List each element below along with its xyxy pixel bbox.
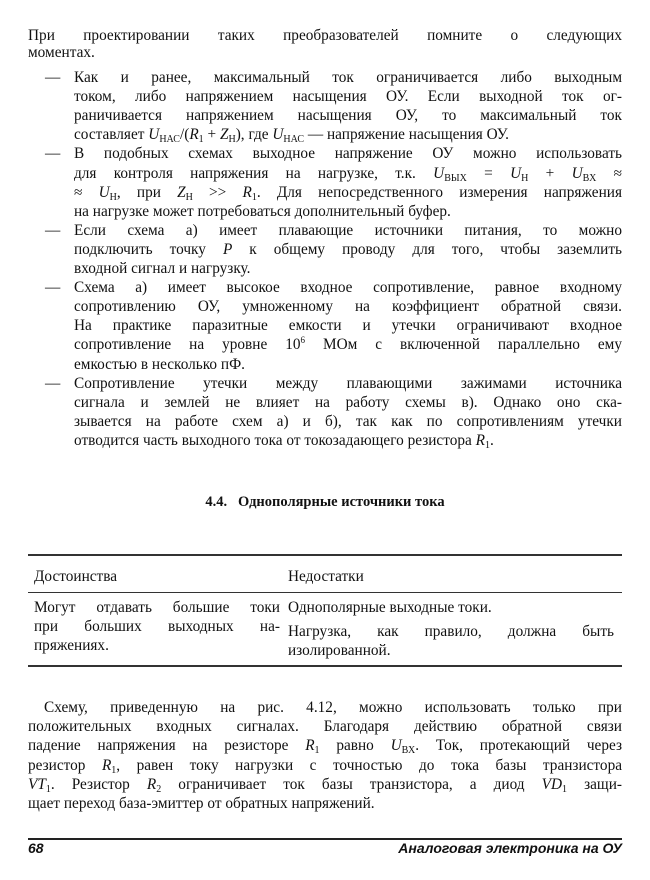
math-symbol: U bbox=[571, 164, 583, 182]
advantage-line: пряжениях. bbox=[34, 637, 109, 654]
text-line bbox=[74, 297, 622, 316]
text-run: током, либо напряжением насыщения ОУ. Если выходной ток ог- bbox=[74, 88, 622, 106]
intro-line: При проектировании таких преобразователей помните о следующих bbox=[28, 27, 622, 44]
text-run: сопротивление на уровне 10 bbox=[74, 336, 301, 354]
text-line bbox=[28, 756, 622, 775]
text-line bbox=[74, 183, 622, 202]
text-run: резистор bbox=[28, 756, 102, 774]
subscript: 2 bbox=[156, 783, 162, 795]
text-line bbox=[74, 259, 622, 278]
disadvantage-line: Нагрузка, как правило, должна быть bbox=[288, 623, 614, 640]
text-line bbox=[44, 698, 622, 717]
math-symbol: R bbox=[101, 756, 112, 774]
bullet-dash: — bbox=[45, 221, 61, 239]
text-run: положительных входных сигналах. Благодаря действию обратной связи bbox=[28, 718, 622, 736]
intro-line: моментах. bbox=[28, 44, 95, 61]
subscript: ВХ bbox=[582, 172, 597, 184]
bullet-dash: — bbox=[45, 69, 61, 86]
math-symbol: R bbox=[146, 775, 157, 793]
bullet-dash: — bbox=[45, 279, 61, 297]
page-number: 68 bbox=[28, 840, 44, 856]
text-line bbox=[74, 240, 622, 259]
subscript: 1 bbox=[111, 764, 117, 776]
subscript: 1 bbox=[251, 191, 257, 203]
text-run: >> bbox=[192, 183, 243, 201]
advantage-line: при больших выходных на- bbox=[34, 618, 280, 635]
text-line bbox=[28, 794, 622, 813]
subscript: Н bbox=[228, 134, 236, 146]
text-line bbox=[74, 316, 622, 335]
text-run: На практике паразитные емкости и утечки ограничивают входное bbox=[74, 317, 622, 335]
math-symbol: U bbox=[433, 164, 445, 182]
text-line bbox=[74, 144, 622, 163]
math-symbol: U bbox=[272, 126, 284, 144]
section-title: Однополярные источники тока bbox=[238, 494, 445, 510]
text-run: = bbox=[466, 164, 511, 182]
text-run: равно bbox=[319, 737, 391, 755]
table-bottom-rule bbox=[28, 665, 622, 667]
text-run: . Для непосредственного измерения напряжения bbox=[256, 183, 622, 201]
text-run: ограничивает ток базы транзистора, а диод bbox=[161, 775, 542, 793]
text-run: Если схема а) имеет плавающие источники питания, то можно bbox=[74, 221, 622, 239]
text-line bbox=[74, 431, 622, 450]
disadvantage-line: изолированной. bbox=[288, 642, 391, 659]
text-line bbox=[74, 412, 622, 431]
text-run: ≈ bbox=[74, 183, 99, 201]
text-line bbox=[74, 393, 622, 412]
text-run: + bbox=[203, 126, 220, 144]
text-run: для контроля напряжения на нагрузке, т.к. bbox=[74, 164, 434, 182]
math-symbol: R bbox=[242, 183, 252, 201]
text-run: Сопротивление утечки между плавающими зажимами источника bbox=[74, 374, 622, 392]
text-run: щает переход база-эмиттер от обратных напряжений. bbox=[28, 795, 375, 812]
subscript: 1 bbox=[45, 783, 51, 795]
text-line bbox=[74, 221, 622, 240]
math-symbol: U bbox=[98, 183, 110, 201]
subscript: 1 bbox=[314, 745, 320, 757]
text-line bbox=[74, 68, 622, 87]
text-line bbox=[74, 335, 622, 354]
table-header-rule bbox=[28, 592, 622, 593]
subscript: НАС bbox=[283, 134, 305, 146]
table-header-disadvantages: Недостатки bbox=[288, 568, 364, 585]
subscript: ВЫХ bbox=[444, 172, 467, 184]
math-symbol: U bbox=[148, 126, 160, 144]
table-top-rule bbox=[28, 554, 622, 556]
text-run: на нагрузке может потребоваться дополнительный буфер. bbox=[74, 202, 451, 220]
text-line bbox=[74, 164, 622, 183]
text-run: раничивается напряжением насыщения ОУ, то максимальный ток bbox=[74, 107, 622, 125]
superscript: 6 bbox=[300, 335, 306, 346]
bullet-dash: — bbox=[45, 145, 61, 163]
text-run: — напряжение насыщения ОУ. bbox=[304, 126, 509, 144]
text-run: составляет bbox=[74, 126, 149, 144]
math-symbol: Z bbox=[177, 183, 186, 201]
running-title: Аналоговая электроника на ОУ bbox=[398, 840, 622, 856]
text-run: сигнала и землей не влияет на работу схемы в). Однако оно ска- bbox=[74, 393, 622, 411]
subscript: 1 bbox=[484, 439, 490, 451]
text-run: В подобных схемах выходное напряжение ОУ можно использовать bbox=[74, 145, 622, 163]
text-line bbox=[28, 736, 622, 755]
text-run: сопротивлению ОУ, умноженному на коэффициент обратной связи. bbox=[74, 298, 622, 316]
text-run: /( bbox=[179, 126, 190, 144]
text-run: подключить точку bbox=[74, 240, 223, 258]
section-number: 4.4. bbox=[205, 494, 228, 510]
text-run: емкостью в несколько пФ. bbox=[74, 355, 245, 373]
math-symbol: U bbox=[510, 164, 522, 182]
text-line bbox=[74, 278, 622, 297]
subscript: НАС bbox=[159, 134, 180, 146]
subscript: ВХ bbox=[401, 745, 416, 757]
math-symbol: VT bbox=[28, 775, 46, 793]
math-symbol: VD bbox=[541, 775, 563, 793]
advantage-line: Могут отдавать большие токи bbox=[34, 599, 280, 616]
text-run: защи- bbox=[567, 775, 622, 793]
subscript: Н bbox=[521, 172, 529, 184]
text-line bbox=[74, 202, 622, 221]
text-run: к общему проводу для того, чтобы заземлить bbox=[232, 240, 622, 258]
text-line bbox=[74, 125, 622, 144]
text-run: ≈ bbox=[596, 164, 622, 182]
text-line bbox=[28, 717, 622, 736]
text-run: , равен току нагрузки с точностью до тока базы транзистора bbox=[116, 756, 623, 774]
text-line bbox=[74, 355, 622, 374]
text-run: + bbox=[528, 164, 572, 182]
bullet-dash: — bbox=[45, 374, 61, 392]
math-symbol: R bbox=[189, 126, 199, 144]
text-run: отводится часть выходного тока от токозадающего резистора bbox=[74, 431, 476, 449]
text-run: . bbox=[489, 431, 494, 449]
text-run: . Резистор bbox=[50, 775, 147, 793]
subscript: Н bbox=[185, 191, 193, 203]
text-line bbox=[74, 87, 622, 106]
text-run: . Ток, протекающий через bbox=[415, 737, 622, 755]
subscript: Н bbox=[109, 191, 117, 203]
text-line bbox=[74, 106, 622, 125]
math-symbol: P bbox=[222, 240, 233, 258]
text-run: зывается на работе схем а) и б), так как по сопротивлениям утечки bbox=[74, 412, 622, 430]
text-run: Схема а) имеет высокое входное сопротивление, равное входному bbox=[74, 279, 622, 297]
text-run: Как и ранее, максимальный ток ограничивается либо выходным bbox=[74, 69, 622, 86]
math-symbol: R bbox=[305, 737, 315, 755]
math-symbol: Z bbox=[219, 126, 229, 144]
text-line bbox=[74, 374, 622, 393]
math-symbol: U bbox=[390, 737, 402, 755]
subscript: 1 bbox=[198, 134, 204, 146]
text-run: падение напряжения на резисторе bbox=[28, 737, 306, 755]
disadvantage-line: Однополярные выходные токи. bbox=[288, 599, 492, 616]
text-run: входной сигнал и нагрузку. bbox=[74, 260, 251, 277]
subscript: 1 bbox=[562, 783, 568, 795]
table-header-advantages: Достоинства bbox=[34, 568, 118, 585]
math-symbol: R bbox=[475, 431, 485, 449]
text-run: МОм с включенной параллельно ему bbox=[305, 336, 622, 354]
text-run: ), где bbox=[235, 126, 273, 144]
text-run: , при bbox=[116, 183, 178, 201]
text-line bbox=[28, 775, 622, 794]
section-heading bbox=[0, 494, 650, 511]
text-run: Схему, приведенную на рис. 4.12, можно использовать только при bbox=[44, 699, 622, 716]
